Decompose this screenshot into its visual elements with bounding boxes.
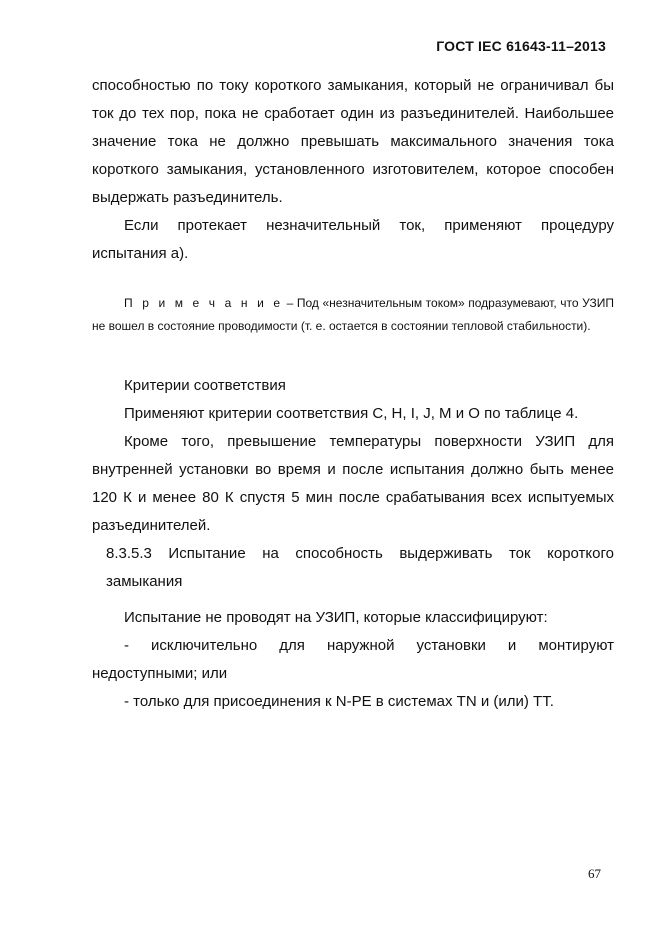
paragraph-continuation: способностью по току короткого замыкания, который не ограничивал бы ток до тех пор, пока не сработает один из разъединителей. Наибольшее значение тока не должно превышать максимального значения тока короткого замыкания, установленного изготовителем, которое способен выдержать разъединитель. <box>92 77 614 206</box>
bullet-n-pe: - только для присоединения к N-PE в системах TN и (или) TT. <box>124 693 554 710</box>
paragraph-negligible-current: Если протекает незначительный ток, применяют процедуру испытания а). <box>92 217 614 262</box>
bullet-outdoor: - исключительно для наружной установки и монтируют недоступными; или <box>92 637 614 682</box>
page-number: 67 <box>588 866 601 881</box>
test-intro: Испытание не проводят на УЗИП, которые классифицируют: <box>124 609 548 626</box>
note-label: П р и м е ч а н и е <box>124 296 284 310</box>
page-body <box>92 72 614 716</box>
note <box>92 292 614 338</box>
document-code-header: ГОСТ IEC 61643-11–2013 <box>436 38 606 54</box>
section-heading: 8.3.5.3 Испытание на способность выдерживать ток короткого замыкания <box>106 545 614 590</box>
note-text: – Под «незначительным током» подразумевают, что УЗИП не вошел в состояние проводимости (т. е. остается в состоянии тепловой стабильности). <box>92 296 614 333</box>
criteria-heading: Критерии соответствия <box>124 377 286 394</box>
criteria-paragraph-2: Кроме того, превышение температуры поверхности УЗИП для внутренней установки во время и после испытания должно быть менее 120 К и менее 80 К спустя 5 мин после срабатывания всех испытуемых разъединителей. <box>92 433 614 534</box>
criteria-paragraph-1: Применяют критерии соответствия С, H, I, J, M и O по таблице 4. <box>124 405 579 422</box>
